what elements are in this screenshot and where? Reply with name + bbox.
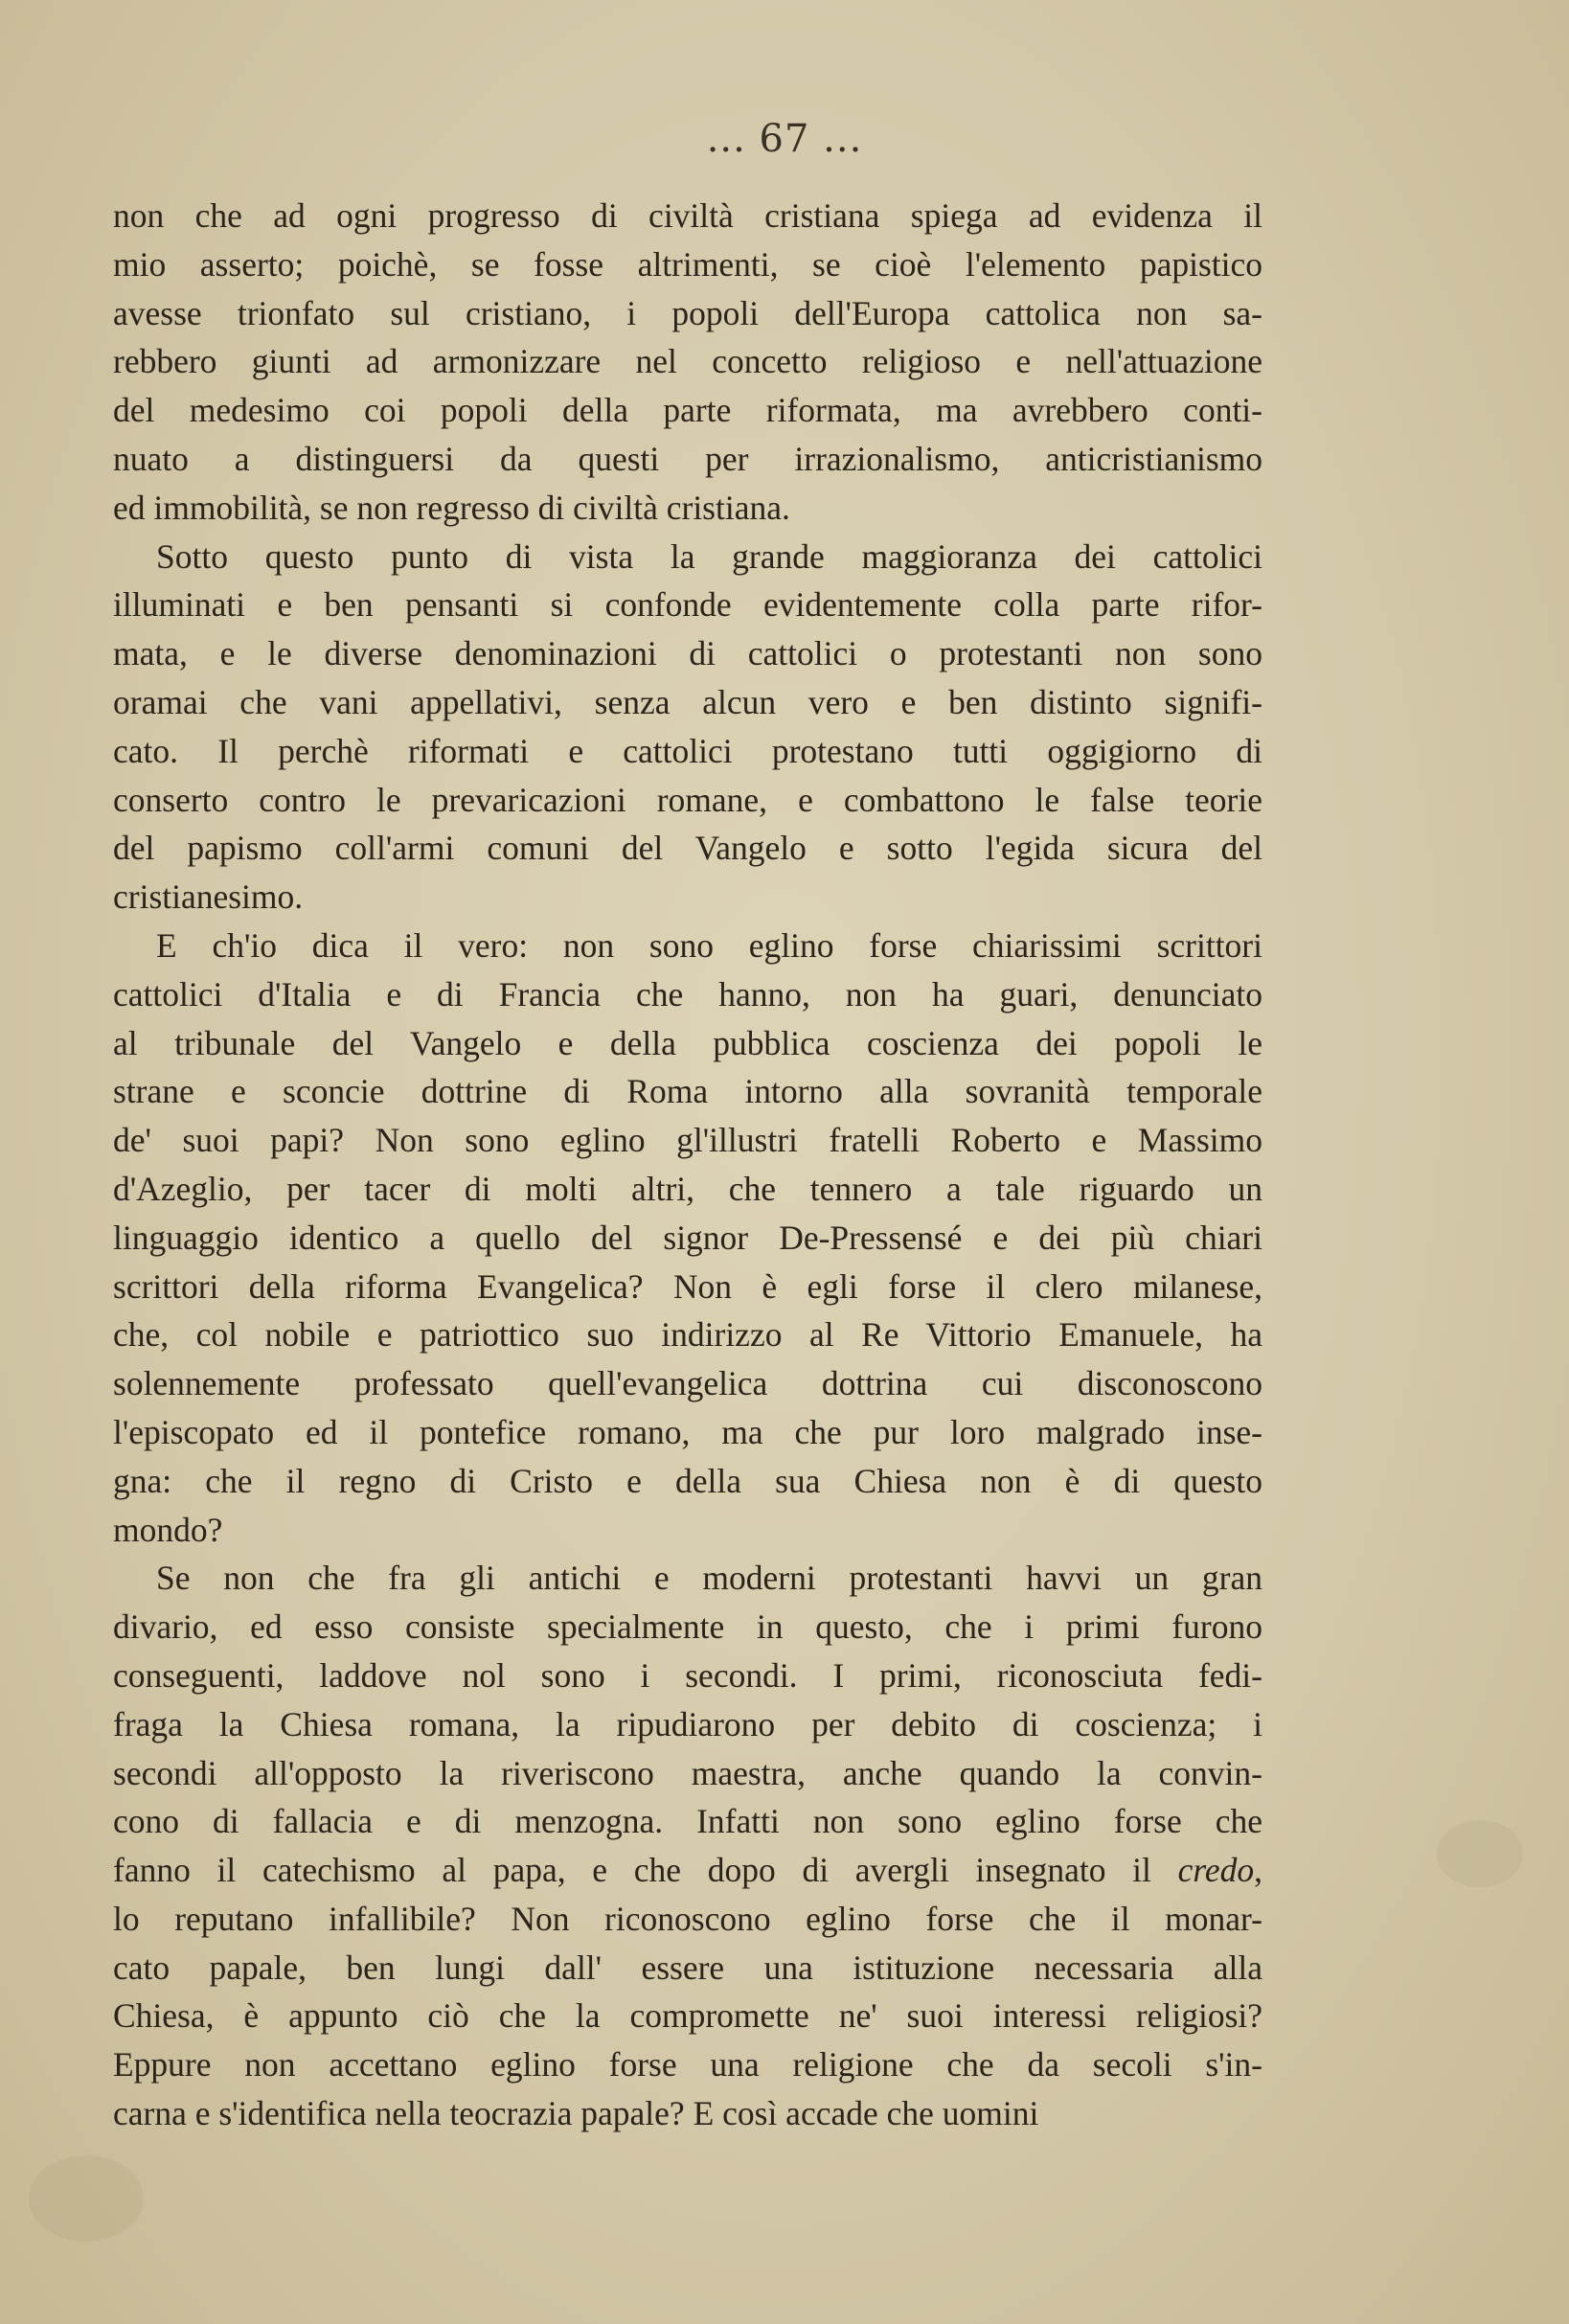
text-line: fraga la Chiesa romana, la ripudiarono per debito di coscienza; i xyxy=(113,1704,1262,1743)
text-line: solennemente professato quell'evangelica dottrina cui disconoscono xyxy=(113,1364,1262,1403)
text-line: gna: che il regno di Cristo e della sua Chiesa non è di questo xyxy=(113,1461,1262,1500)
text-line: divario, ed esso consiste specialmente in questo, che i primi furono xyxy=(113,1607,1262,1647)
body-text xyxy=(113,192,1262,2138)
text-line: mio asserto; poichè, se fosse altrimenti, se cioè l'elemento papistico xyxy=(113,244,1262,284)
text-line: cato papale, ben lungi dall' essere una istituzione necessaria alla xyxy=(113,1948,1262,1987)
text-line: E ch'io dica il vero: non sono eglino forse chiarissimi scrittori xyxy=(156,925,1262,965)
text-line: linguaggio identico a quello del signor De-Pressensé e dei più chiari xyxy=(113,1218,1262,1257)
paragraph-1 xyxy=(113,192,1262,533)
text-line: oramai che vani appellativi, senza alcun vero e ben distinto signifi- xyxy=(113,682,1262,721)
text-line: fanno il catechismo al papa, e che dopo di avergli insegnato il credo, xyxy=(113,1851,1262,1890)
text-line: Chiesa, è appunto ciò che la compromette ne' suoi interessi religiosi? xyxy=(113,1996,1262,2036)
text-line: del medesimo coi popoli della parte riformata, ma avrebbero conti- xyxy=(113,391,1262,430)
text-line: cristianesimo. xyxy=(113,877,304,917)
text-line: Eppure non accettano eglino forse una religione che da secoli s'in- xyxy=(113,2045,1262,2085)
text-line: che, col nobile e patriottico suo indirizzo al Re Vittorio Emanuele, ha xyxy=(113,1315,1262,1355)
text-line: secondi all'opposto la riveriscono maestra, anche quando la convin- xyxy=(113,1753,1262,1792)
text-line: d'Azeglio, per tacer di molti altri, che tennero a tale riguardo un xyxy=(113,1169,1262,1208)
paragraph-4 xyxy=(113,1554,1262,2138)
text-line: al tribunale del Vangelo e della pubblica coscienza dei popoli le xyxy=(113,1023,1262,1062)
text-line: nuato a distinguersi da questi per irrazionalismo, anticristianismo xyxy=(113,439,1262,478)
text-line: cattolici d'Italia e di Francia che hanno, non ha guari, denunciato xyxy=(113,974,1262,1014)
paragraph-2 xyxy=(113,533,1262,922)
text-line: rebbero giunti ad armonizzare nel concetto religioso e nell'attuazione xyxy=(113,342,1262,381)
text-line: l'episcopato ed il pontefice romano, ma che pur loro malgrado inse- xyxy=(113,1412,1262,1451)
text-line: mata, e le diverse denominazioni di cattolici o protestanti non sono xyxy=(113,634,1262,673)
text-line: cono di fallacia e di menzogna. Infatti non sono eglino forse che xyxy=(113,1802,1262,1841)
text-line: del papismo coll'armi comuni del Vangelo e sotto l'egida sicura del xyxy=(113,829,1262,868)
text-line: Se non che fra gli antichi e moderni protestanti havvi un gran xyxy=(156,1559,1262,1598)
page-number: ... 67 ... xyxy=(706,117,863,161)
text-line: ed immobilità, se non regresso di civiltà cristiana. xyxy=(113,488,790,527)
text-line: strane e sconcie dottrine di Roma intorno alla sovranità temporale xyxy=(113,1072,1262,1111)
paragraph-3 xyxy=(113,922,1262,1554)
text-line: de' suoi papi? Non sono eglino gl'illustri fratelli Roberto e Massimo xyxy=(113,1121,1262,1160)
text-line: conserto contro le prevaricazioni romane, e combattono le false teorie xyxy=(113,780,1262,819)
text-line: lo reputano infallibile? Non riconoscono eglino forse che il monar- xyxy=(113,1899,1262,1938)
text-line: Sotto questo punto di vista la grande maggioranza dei cattolici xyxy=(156,536,1262,576)
text-line: cato. Il perchè riformati e cattolici protestano tutti oggigiorno di xyxy=(113,731,1262,770)
text-line: conseguenti, laddove nol sono i secondi. I primi, riconosciuta fedi- xyxy=(113,1655,1262,1695)
text-line: mondo? xyxy=(113,1510,223,1549)
text-line: non che ad ogni progresso di civiltà cristiana spiega ad evidenza il xyxy=(113,196,1262,235)
text-line: scrittori della riforma Evangelica? Non è egli forse il clero milanese, xyxy=(113,1266,1262,1306)
text-line: carna e s'identifica nella teocrazia papale? E così accade che uomini xyxy=(113,2094,1039,2133)
text-line: avesse trionfato sul cristiano, i popoli dell'Europa cattolica non sa- xyxy=(113,293,1262,332)
text-line: illuminati e ben pensanti si confonde evidentemente colla parte rifor- xyxy=(113,585,1262,625)
